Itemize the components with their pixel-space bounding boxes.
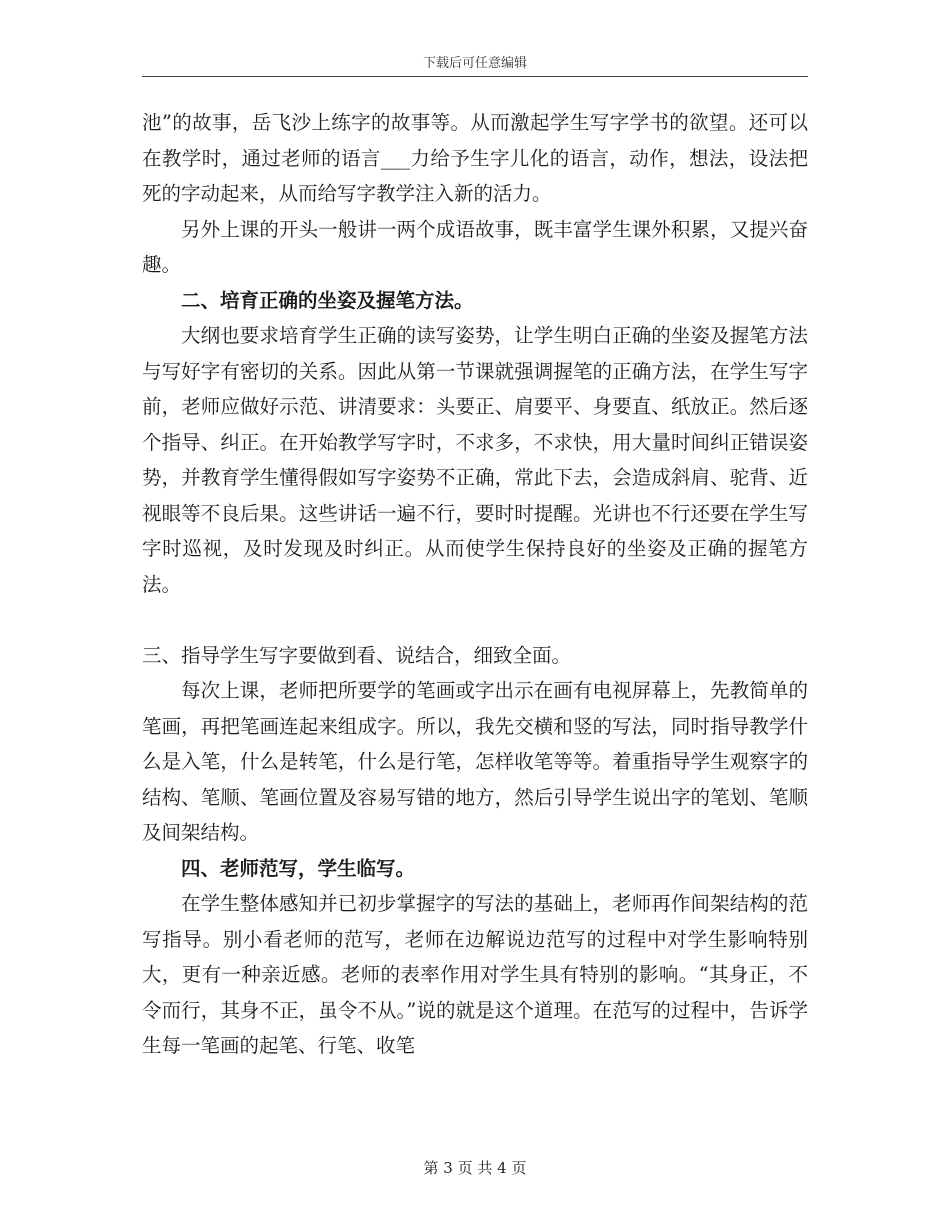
document-body: [142, 105, 808, 1064]
paragraph-4: 每次上课，老师把所要学的笔画或字出示在画有电视屏幕上，先教简单的笔画，再把笔画连起来组成字。所以，我先交横和竖的写法，同时指导教学什么是入笔，什么是转笔，什么是行笔，怎样收笔等等。着重指导学生观察字的结构、笔顺、笔画位置及容易写错的地方，然后引导学生说出字的笔划、笔顺及间架结构。: [142, 679, 808, 844]
section-heading-4: 四、老师范写，学生临写。: [181, 856, 416, 880]
paragraph-2: 另外上课的开头一般讲一两个成语故事，既丰富学生课外积累，又提兴奋趣。: [142, 217, 808, 276]
paragraph-5: 在学生整体感知并已初步掌握字的写法的基础上，老师再作间架结构的范写指导。别小看老师的范写，老师在边解说边范写的过程中对学生影响特别大，更有一种亲近感。老师的表率作用对学生具有特别的影响。“其身正，不令而行，其身不正，虽令不从。”说的就是这个道理。在范写的过程中，告诉学生每一笔画的起笔、行笔、收笔: [142, 892, 808, 1057]
section-heading-3: 三、指导学生写字要做到看、说结合，细致全面。: [142, 643, 572, 667]
section-heading-2: 二、培育正确的坐姿及握笔方法。: [181, 288, 474, 312]
paragraph-3: 大纲也要求培育学生正确的读写姿势，让学生明白正确的坐姿及握笔方法与写好字有密切的关系。因此从第一节课就强调握笔的正确方法，在学生写字前，老师应做好示范、讲清要求：头要正、肩要平、身要直、纸放正。然后逐个指导、纠正。在开始教学写字时，不求多，不求快，用大量时间纠正错误姿势，并教育学生懂得假如写字姿势不正确，常此下去，会造成斜肩、驼背、近视眼等不良后果。这些讲话一遍不行，要时时提醒。光讲也不行还要在学生写字时巡视，及时发现及时纠正。从而使学生保持良好的坐姿及正确的握笔方法。: [142, 324, 808, 596]
page-header: 下载后可任意编辑: [422, 56, 527, 71]
header-rule: [142, 76, 808, 77]
page-footer: 第 3 页 共 4 页: [423, 1159, 527, 1177]
blank-line: [142, 602, 808, 638]
paragraph-1: 池”的故事，岳飞沙上练字的故事等。从而激起学生写字学书的欲望。还可以在教学时，通过老师的语言___力给予生字儿化的语言，动作，想法，设法把死的字动起来，从而给写字教学注入新的活力。: [142, 111, 808, 205]
